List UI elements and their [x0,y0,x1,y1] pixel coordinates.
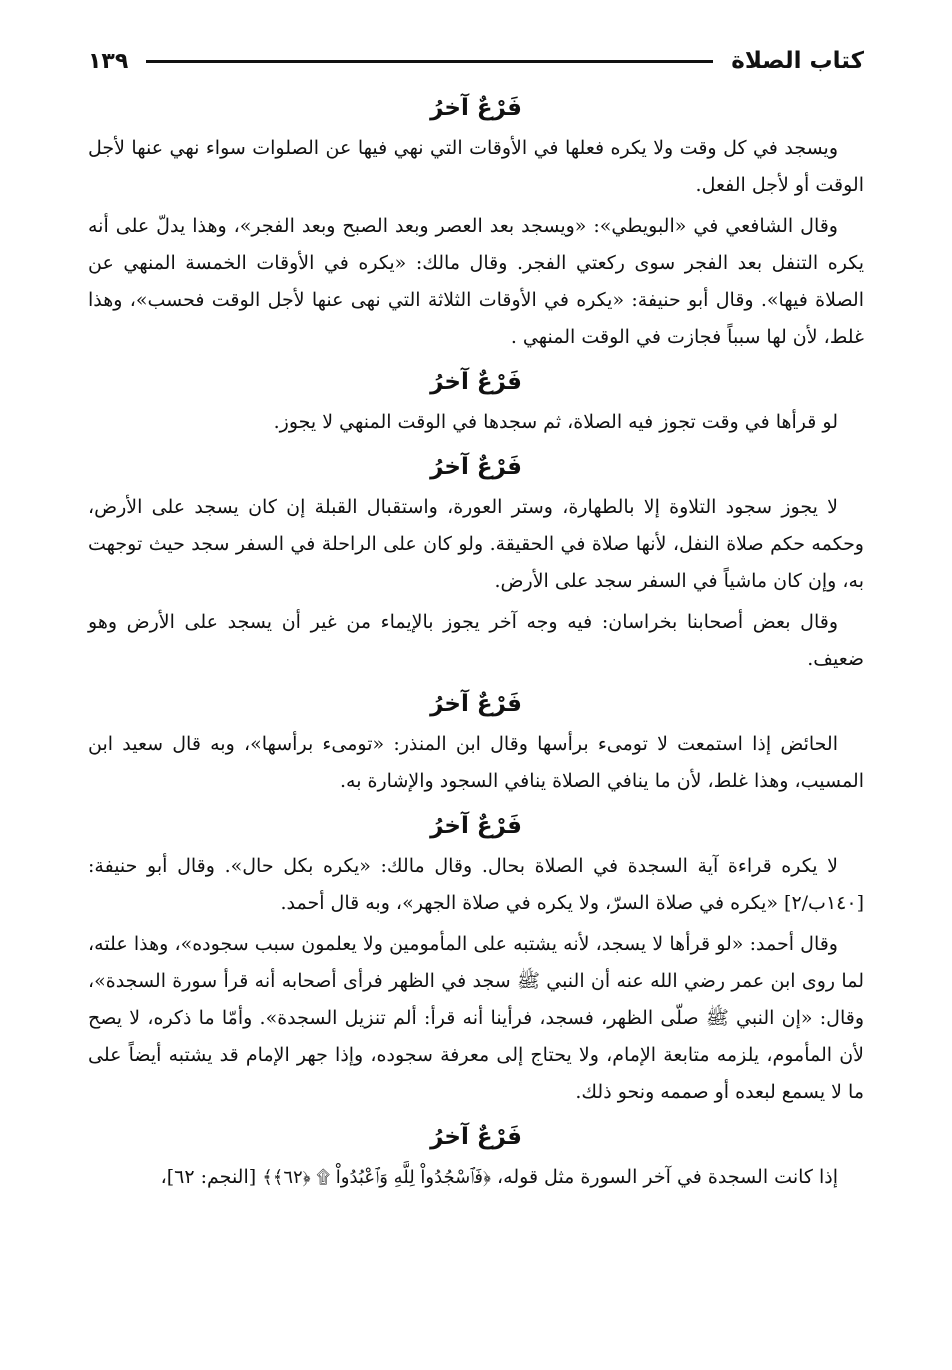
section-heading: فَرْعٌ آخرُ [430,369,522,395]
chapter-title: كتاب الصلاة [731,48,864,74]
paragraph: لا يكره قراءة آية السجدة في الصلاة بحال. وقال مالك: «يكره بكل حال». وقال أبو حنيفة: [١٤٠ب/٢] «يكره في صلاة السرّ، ولا يكره في صلاة الجهر»، وبه قال أحمد. [88,855,864,914]
quran-verse: ﴿فَٱسْجُدُواْ لِلَّهِ وَٱعْبُدُواْ ۩ ﴿٦٢﴾﴾ [262,1167,491,1188]
section-heading: فَرْعٌ آخرُ [430,813,522,839]
paragraph: وقال الشافعي في «البويطي»: «ويسجد بعد العصر وبعد الصبح وبعد الفجر»، وهذا يدلّ على أنه يكره التنفل بعد الفجر سوى ركعتي الفجر. وقال مالك: «يكره في الأوقات الخمسة المنهي عن الصلاة فيها». وقال أبو حنيفة: «يكره في الأوقات الثلاثة التي نهى عنها لأجل الوقت فحسب»، وهذا غلط، لأن لها سبباً فجازت في الوقت المنهي . [88,215,864,348]
paragraph: لا يجوز سجود التلاوة إلا بالطهارة، وستر العورة، واستقبال القبلة إن كان يسجد على الأرض، وحكمه حكم صلاة النفل، لأنها صلاة في الحقيقة. ولو كان على الراحلة في السفر سجد حيث توجهت به، وإن كان ماشياً في السفر سجد على الأرض. [88,496,864,592]
section-heading: فَرْعٌ آخرُ [430,95,522,121]
paragraph: الحائض إذا استمعت لا تومىء برأسها وقال ابن المنذر: «تومىء برأسها»، وبه قال سعيد ابن المسيب، وهذا غلط، لأن ما ينافي الصلاة ينافي السجود والإشارة به. [88,733,864,792]
section-heading: فَرْعٌ آخرُ [430,1124,522,1150]
verse-reference: [النجم: ٦٢]، [160,1166,257,1188]
paragraph: وقال أحمد: «لو قرأها لا يسجد، لأنه يشتبه على المأمومين ولا يعلمون سبب سجوده»، وهذا علته، لما روى ابن عمر رضي الله عنه أن النبي ﷺ سجد في الظهر فرأى أصحابه أنه قرأ سورة السجدة»، وقال: «إن النبي ﷺ صلّى الظهر، فسجد، فرأينا أنه قرأ: ألم تنزيل السجدة». وأمّا ما ذكره، لا يصح لأن المأموم، يلزمه متابعة الإمام، ولا يحتاج إلى معرفة سجوده، وإذا جهر الإمام قد يشتبه أيضاً على ما لا يسمع لبعده أو صممه ونحو ذلك. [88,933,864,1103]
running-header [88,36,864,86]
paragraph: وقال بعض أصحابنا بخراسان: فيه وجه آخر يجوز بالإيماء من غير أن يسجد على الأرض وهو ضعيف. [88,611,864,670]
section-heading: فَرْعٌ آخرُ [430,454,522,480]
paragraph-with-quran-citation [88,1159,864,1196]
paragraph: ويسجد في كل وقت ولا يكره فعلها في الأوقات التي نهي فيها عن الصلوات سواء نهي عنها لأجل الوقت أو لأجل الفعل. [88,137,864,196]
page-number: ١٣٩ [88,48,129,74]
page-body [88,84,864,1200]
section-heading: فَرْعٌ آخرُ [430,691,522,717]
paragraph: لو قرأها في وقت تجوز فيه الصلاة، ثم سجدها في الوقت المنهي لا يجوز. [273,411,838,433]
paragraph-text: إذا كانت السجدة في آخر السورة مثل قوله، [497,1166,838,1188]
header-rule [146,60,713,63]
